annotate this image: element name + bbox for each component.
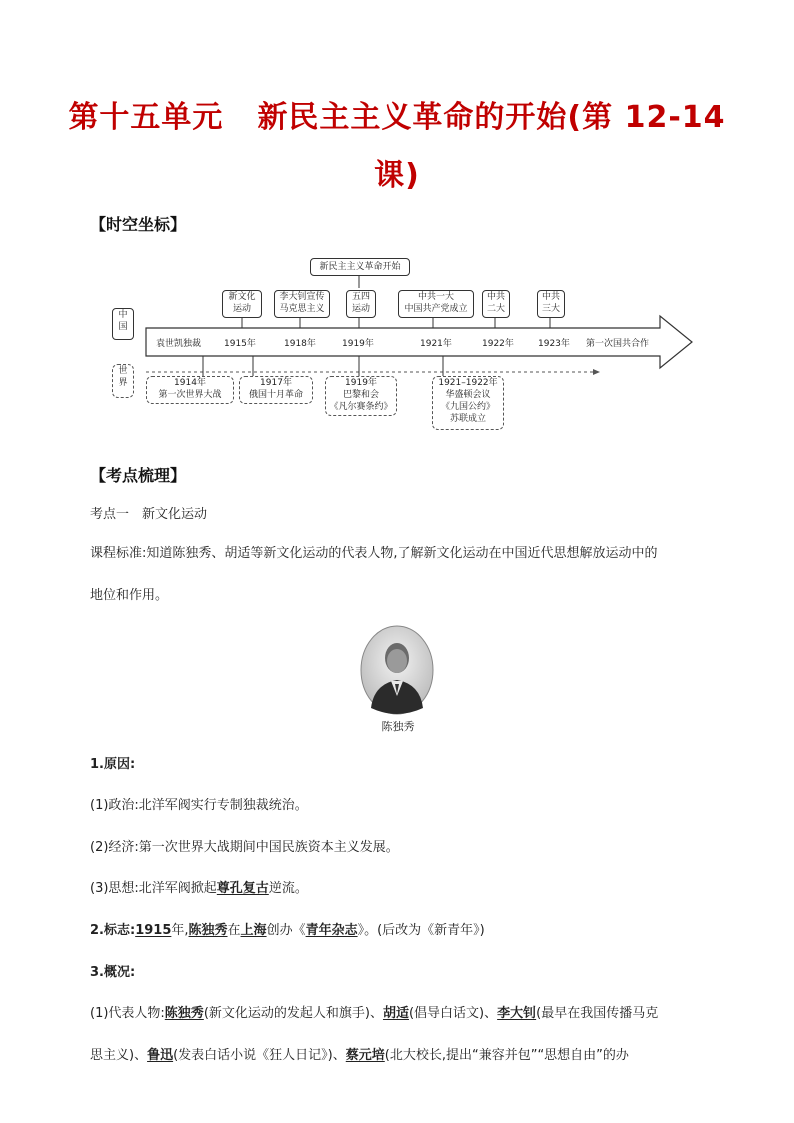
year-1921: 1921年 bbox=[420, 339, 452, 349]
event-new-democratic-revolution: 新民主主义革命开始 bbox=[310, 258, 410, 276]
world-label: 世 界 bbox=[112, 364, 134, 398]
year-1919: 1919年 bbox=[342, 339, 374, 349]
heading-sign: 2.标志:1915年,陈独秀在上海创办《青年杂志》。(后改为《新青年》) bbox=[90, 923, 485, 938]
event-first-congress: 中共一大 中国共产党成立 bbox=[398, 290, 474, 318]
overview-people-line1: (1)代表人物:陈独秀(新文化运动的发起人和旗手)、胡适(倡导白话文)、李大钊(最早在我国传播马克 bbox=[90, 1006, 659, 1021]
arrow-label-yuan: 袁世凯独裁 bbox=[156, 339, 202, 349]
china-label: 中 国 bbox=[112, 308, 134, 340]
photo-caption: 陈独秀 bbox=[381, 720, 415, 733]
standard-line1: 课程标准:知道陈独秀、胡适等新文化运动的代表人物,了解新文化运动在中国近代思想解放运动中的 bbox=[90, 546, 658, 561]
world-event-ww1: 1914年 第一次世界大战 bbox=[146, 376, 234, 404]
event-third-congress: 中共 三大 bbox=[537, 290, 565, 318]
heading-overview: 3.概况: bbox=[90, 965, 136, 980]
page-title-line2: 课) bbox=[374, 158, 420, 193]
world-event-october-revolution: 1917年 俄国十月革命 bbox=[239, 376, 313, 404]
page-title-line1: 第十五单元 新民主主义革命的开始(第 12-14 bbox=[68, 100, 726, 135]
world-event-washington-conference: 1921–1922年 华盛顿会议 《九国公约》 苏联成立 bbox=[432, 376, 504, 430]
cause-politics: (1)政治:北洋军阀实行专制独裁统治。 bbox=[90, 798, 308, 813]
year-1915: 1915年 bbox=[224, 339, 256, 349]
standard-line2: 地位和作用。 bbox=[90, 588, 169, 603]
event-new-culture-movement: 新文化 运动 bbox=[222, 290, 262, 318]
cause-ideology: (3)思想:北洋军阀掀起尊孔复古逆流。 bbox=[90, 881, 308, 896]
event-second-congress: 中共 二大 bbox=[482, 290, 510, 318]
year-1922: 1922年 bbox=[482, 339, 514, 349]
cause-economy: (2)经济:第一次世界大战期间中国民族资本主义发展。 bbox=[90, 840, 399, 855]
section-heading-points: 【考点梳理】 bbox=[90, 466, 187, 485]
year-1923: 1923年 bbox=[538, 339, 570, 349]
event-li-dazhao: 李大钊宣传 马克思主义 bbox=[274, 290, 330, 318]
chen-duxiu-portrait bbox=[358, 624, 436, 720]
kaodian-title: 考点一 新文化运动 bbox=[90, 507, 208, 522]
world-event-paris-conference: 1919年 巴黎和会 《凡尔赛条约》 bbox=[325, 376, 397, 416]
timeline-diagram bbox=[108, 252, 698, 437]
overview-people-line2: 思主义)、鲁迅(发表白话小说《狂人日记》)、蔡元培(北大校长,提出“兼容并包”“思想自由”的办 bbox=[90, 1048, 629, 1063]
arrow-label-first-cooperation: 第一次国共合作 bbox=[586, 339, 650, 349]
year-1918: 1918年 bbox=[284, 339, 316, 349]
heading-causes: 1.原因: bbox=[90, 757, 136, 772]
event-may-fourth: 五四 运动 bbox=[346, 290, 376, 318]
section-heading-timeline: 【时空坐标】 bbox=[90, 215, 187, 234]
